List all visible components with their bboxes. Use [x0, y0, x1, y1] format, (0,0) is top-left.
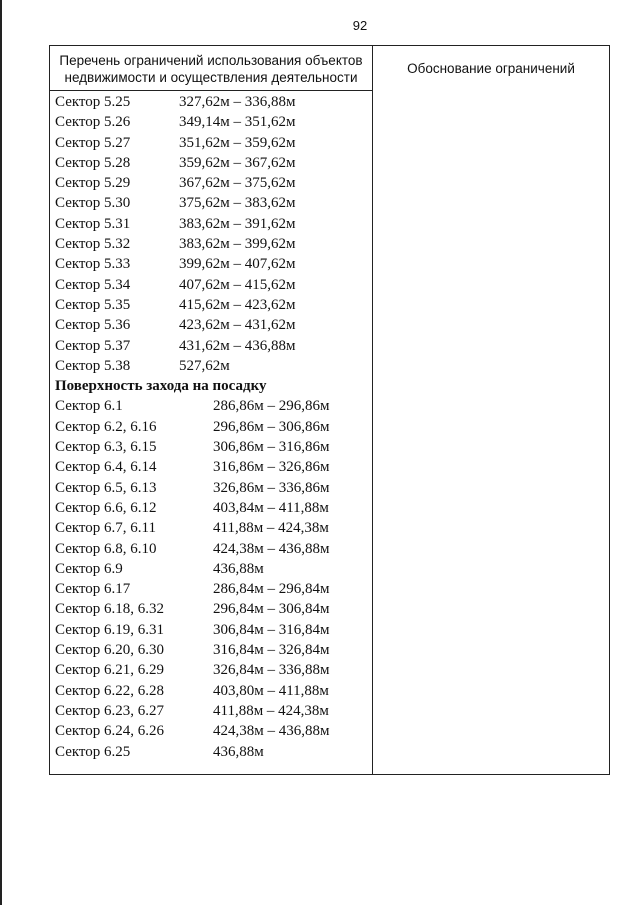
sector-name: Сектор 5.32	[55, 236, 131, 253]
table-row	[50, 315, 372, 335]
sector-name: Сектор 6.5, 6.13	[55, 479, 157, 496]
sector-name: Сектор 5.28	[55, 154, 131, 171]
height-range: 403,84м – 411,88м	[213, 499, 329, 516]
height-range: 423,62м – 431,62м	[179, 317, 296, 334]
header-line-1: Перечень ограничений использования объектов	[59, 53, 363, 68]
height-range: 316,84м – 326,84м	[213, 642, 330, 659]
sector-name: Сектор 5.36	[55, 317, 131, 334]
sector-name: Сектор 5.31	[55, 215, 131, 232]
table-row	[50, 478, 372, 498]
table-row	[50, 681, 372, 701]
table-row	[50, 153, 372, 173]
sector-name: Сектор 5.37	[55, 337, 131, 354]
height-range: 399,62м – 407,62м	[179, 256, 296, 273]
sector-name: Сектор 6.20, 6.30	[55, 642, 165, 659]
sector-name: Сектор 6.24, 6.26	[55, 723, 165, 740]
height-range: 296,84м – 306,84м	[213, 601, 330, 618]
table-row	[50, 193, 372, 213]
table-row	[50, 701, 372, 721]
table-row	[50, 599, 372, 619]
sector-name: Сектор 6.1	[55, 398, 123, 415]
table-row	[50, 437, 372, 457]
table-body	[50, 92, 372, 762]
section-title: Поверхность захода на посадку	[55, 378, 267, 395]
table-row	[50, 275, 372, 295]
height-range: 424,38м – 436,88м	[213, 540, 330, 557]
height-range: 383,62м – 391,62м	[179, 215, 296, 232]
height-range: 326,86м – 336,86м	[213, 479, 330, 496]
table-row	[50, 396, 372, 416]
height-range: 359,62м – 367,62м	[179, 154, 296, 171]
column-divider	[372, 46, 373, 774]
height-range: 327,62м – 336,88м	[179, 94, 296, 110]
header-restrictions-list	[50, 52, 372, 86]
sector-name: Сектор 5.38	[55, 357, 131, 374]
table-row	[50, 660, 372, 680]
sector-name: Сектор 6.17	[55, 581, 131, 598]
sector-name: Сектор 5.30	[55, 195, 131, 212]
sector-name: Сектор 6.6, 6.12	[55, 499, 157, 516]
table-row	[50, 356, 372, 376]
table-row	[50, 721, 372, 741]
sector-name: Сектор 6.22, 6.28	[55, 682, 165, 699]
height-range: 296,86м – 306,86м	[213, 418, 330, 435]
table-row	[50, 539, 372, 559]
height-range: 415,62м – 423,62м	[179, 296, 296, 313]
height-range: 527,62м	[179, 357, 230, 374]
sector-name: Сектор 6.4, 6.14	[55, 459, 157, 476]
sector-name: Сектор 6.8, 6.10	[55, 540, 157, 557]
table-row	[50, 640, 372, 660]
height-range: 351,62м – 359,62м	[179, 134, 296, 151]
sector-name: Сектор 6.25	[55, 743, 131, 760]
sector-name: Сектор 6.2, 6.16	[55, 418, 157, 435]
height-range: 349,14м – 351,62м	[179, 114, 296, 131]
height-range: 436,88м	[213, 743, 264, 760]
table-row	[50, 498, 372, 518]
sector-name: Сектор 6.9	[55, 560, 123, 577]
table-row	[50, 742, 372, 762]
height-range: 286,84м – 296,84м	[213, 581, 330, 598]
height-range: 375,62м – 383,62м	[179, 195, 296, 212]
table-row	[50, 457, 372, 477]
height-range: 403,80м – 411,88м	[213, 682, 329, 699]
table-row	[50, 295, 372, 315]
table-row	[50, 112, 372, 132]
height-range: 383,62м – 399,62м	[179, 236, 296, 253]
sector-name: Сектор 6.23, 6.27	[55, 702, 165, 719]
table-row	[50, 214, 372, 234]
table-row	[50, 518, 372, 538]
sector-name: Сектор 5.34	[55, 276, 131, 293]
height-range: 431,62м – 436,88м	[179, 337, 296, 354]
height-range: 436,88м	[213, 560, 264, 577]
header-line-2: недвижимости и осуществления деятельности	[64, 70, 358, 85]
page-number: 92	[352, 18, 368, 33]
height-range: 306,86м – 316,86м	[213, 439, 330, 456]
sector-name: Сектор 5.33	[55, 256, 131, 273]
table-row	[50, 579, 372, 599]
header-justification: Обоснование ограничений	[407, 61, 575, 76]
sector-name: Сектор 6.19, 6.31	[55, 621, 165, 638]
table-row	[50, 234, 372, 254]
sector-name: Сектор 6.21, 6.29	[55, 662, 165, 679]
table-row	[50, 417, 372, 437]
height-range: 367,62м – 375,62м	[179, 175, 296, 192]
sector-name: Сектор 5.35	[55, 296, 131, 313]
sector-name: Сектор 5.29	[55, 175, 131, 192]
table-row	[50, 133, 372, 153]
sector-name: Сектор 6.7, 6.11	[55, 520, 156, 537]
height-range: 407,62м – 415,62м	[179, 276, 296, 293]
restrictions-table	[49, 45, 610, 775]
header-divider	[50, 90, 373, 91]
table-row	[50, 254, 372, 274]
table-row	[50, 620, 372, 640]
sector-name: Сектор 6.3, 6.15	[55, 439, 157, 456]
height-range: 306,84м – 316,84м	[213, 621, 330, 638]
sector-name: Сектор 5.27	[55, 134, 131, 151]
sector-name: Сектор 5.25	[55, 94, 131, 110]
table-row	[50, 559, 372, 579]
height-range: 326,84м – 336,88м	[213, 662, 330, 679]
height-range: 424,38м – 436,88м	[213, 723, 330, 740]
sector-name: Сектор 5.26	[55, 114, 131, 131]
table-row	[50, 336, 372, 356]
height-range: 411,88м – 424,38м	[213, 520, 329, 537]
scan-edge	[0, 0, 2, 905]
height-range: 286,86м – 296,86м	[213, 398, 330, 415]
table-row	[50, 92, 372, 112]
height-range: 411,88м – 424,38м	[213, 702, 329, 719]
table-row	[50, 173, 372, 193]
height-range: 316,86м – 326,86м	[213, 459, 330, 476]
sector-name: Сектор 6.18, 6.32	[55, 601, 165, 618]
